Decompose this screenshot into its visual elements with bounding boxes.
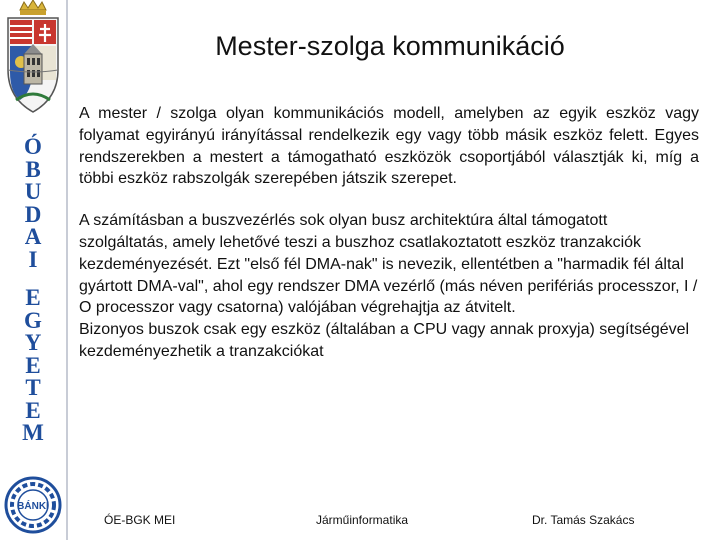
name-letter: B [25, 156, 41, 182]
university-vertical-name [0, 136, 66, 445]
name-letter: E [25, 285, 41, 310]
name-letter: D [24, 201, 42, 227]
university-crest-icon [2, 0, 64, 118]
name-letter: U [24, 179, 42, 204]
footer-course: Járműinformatika [316, 513, 409, 527]
banki-logo-icon [4, 476, 62, 534]
paragraph: Bizonyos buszok csak egy eszköz (általában a CPU vagy annak proxyja) segítségével kezdeményezhetik a tranzakciókat [79, 321, 690, 360]
name-letter: Y [24, 330, 42, 355]
logo-text: BÁNKI [17, 501, 49, 512]
name-letter: M [22, 420, 44, 445]
name-letter: Ó [24, 134, 42, 159]
slide-body [79, 103, 699, 363]
sidebar-divider [66, 0, 68, 540]
name-letter: E [25, 352, 41, 378]
paragraph: A mester / szolga olyan kommunikációs modell, amelyben az egyik eszköz vagy folyamat egyirányú irányítással rendelkezik egy vagy több másik eszköz felett. Egyes rendszerekben a mestert a támogatható eszközök csoportjából választják ki, míg a többi eszköz rabszolgák szerepében játszik szerepet. [79, 105, 699, 188]
name-letter: E [25, 397, 41, 423]
footer-department: ÓE-BGK MEI [104, 513, 176, 527]
name-letter: A [24, 224, 42, 249]
name-letter: T [25, 375, 41, 400]
slide-title: Mester-szolga kommunikáció [215, 31, 565, 61]
name-letter: I [28, 246, 38, 272]
sidebar [0, 0, 66, 540]
footer-author: Dr. Tamás Szakács [532, 513, 635, 527]
paragraph: A számításban a buszvezérlés sok olyan busz architektúra által támogatott szolgáltatás, amely lehetővé teszi a buszhoz csatlakoztatott eszköz tranzakciók kezdeményezését. Ezt "első fél DMA-nak" is nevezik, ellentétben a "harmadik fél által gyártott DMA-val", ahol egy rendszer DMA vezérlő (más néven perifériás processzor, I / O processzor vagy csatorna) valójában végrehajtja az átvitelt. [79, 212, 698, 317]
name-letter: G [24, 307, 42, 333]
